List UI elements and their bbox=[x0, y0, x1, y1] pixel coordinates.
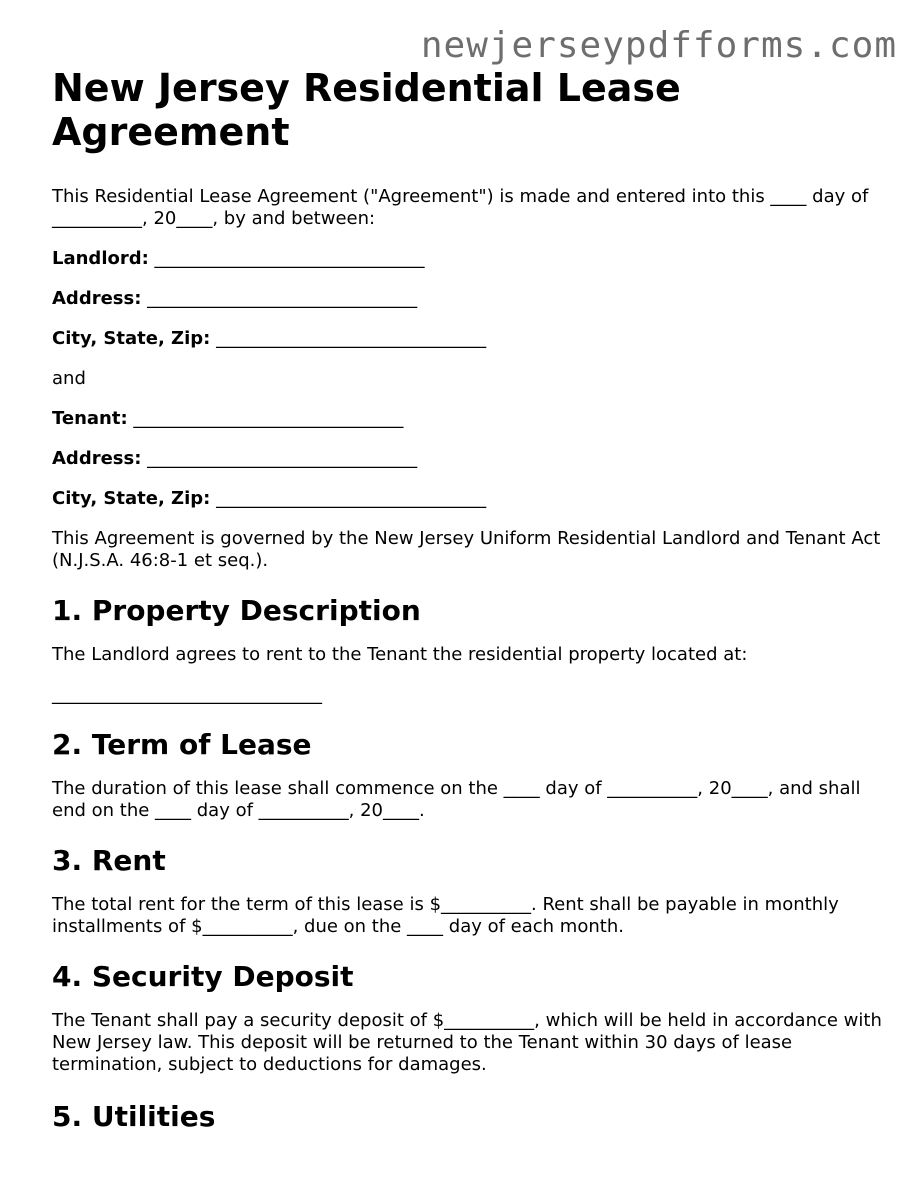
governing-law-paragraph: This Agreement is governed by the New Jersey Uniform Residential Landlord and Tenant Act (N.J.S.A. 46:8-1 et seq.). bbox=[52, 528, 881, 571]
term-paragraph: The duration of this lease shall commence on the ____ day of __________, 20____, and shall end on the ____ day of __________, 20____. bbox=[52, 778, 861, 821]
tenant-address-field bbox=[52, 448, 882, 470]
site-watermark: newjerseypdfforms.com bbox=[420, 25, 897, 66]
landlord-name-label: Landlord: bbox=[52, 248, 149, 269]
document-page bbox=[52, 66, 882, 1134]
landlord-name-field bbox=[52, 248, 882, 270]
landlord-address-label: Address: bbox=[52, 288, 142, 309]
tenant-name-label: Tenant: bbox=[52, 408, 128, 429]
section-heading-utilities: 5. Utilities bbox=[52, 1100, 216, 1133]
property-paragraph: The Landlord agrees to rent to the Tenant the residential property located at: bbox=[52, 644, 748, 665]
tenant-address-blank[interactable]: ______________________________ bbox=[147, 448, 418, 469]
document-title: New Jersey Residential Lease Agreement bbox=[52, 66, 681, 154]
landlord-city-label: City, State, Zip: bbox=[52, 328, 211, 349]
landlord-address-field bbox=[52, 288, 882, 310]
section-heading-term: 2. Term of Lease bbox=[52, 728, 312, 761]
landlord-city-blank[interactable]: ______________________________ bbox=[216, 328, 487, 349]
intro-paragraph: This Residential Lease Agreement ("Agreement") is made and entered into this ____ day of __________, 20____, by and between: bbox=[52, 186, 869, 229]
property-address-blank[interactable]: ______________________________ bbox=[52, 684, 322, 705]
section-heading-property: 1. Property Description bbox=[52, 594, 421, 627]
landlord-city-field bbox=[52, 328, 882, 350]
section-heading-deposit: 4. Security Deposit bbox=[52, 960, 354, 993]
tenant-name-blank[interactable]: ______________________________ bbox=[133, 408, 404, 429]
tenant-city-blank[interactable]: ______________________________ bbox=[216, 488, 487, 509]
rent-paragraph: The total rent for the term of this lease is $__________. Rent shall be payable in monthly installments of $__________, due on the ____ day of each month. bbox=[52, 894, 839, 937]
tenant-address-label: Address: bbox=[52, 448, 142, 469]
section-heading-rent: 3. Rent bbox=[52, 844, 166, 877]
deposit-paragraph: The Tenant shall pay a security deposit of $__________, which will be held in accordance with New Jersey law. This deposit will be returned to the Tenant within 30 days of lease termination, subject to deductions for damages. bbox=[52, 1010, 882, 1075]
tenant-name-field bbox=[52, 408, 882, 430]
and-connector: and bbox=[52, 368, 86, 389]
tenant-city-field bbox=[52, 488, 882, 510]
tenant-city-label: City, State, Zip: bbox=[52, 488, 211, 509]
landlord-address-blank[interactable]: ______________________________ bbox=[147, 288, 418, 309]
landlord-name-blank[interactable]: ______________________________ bbox=[154, 248, 425, 269]
